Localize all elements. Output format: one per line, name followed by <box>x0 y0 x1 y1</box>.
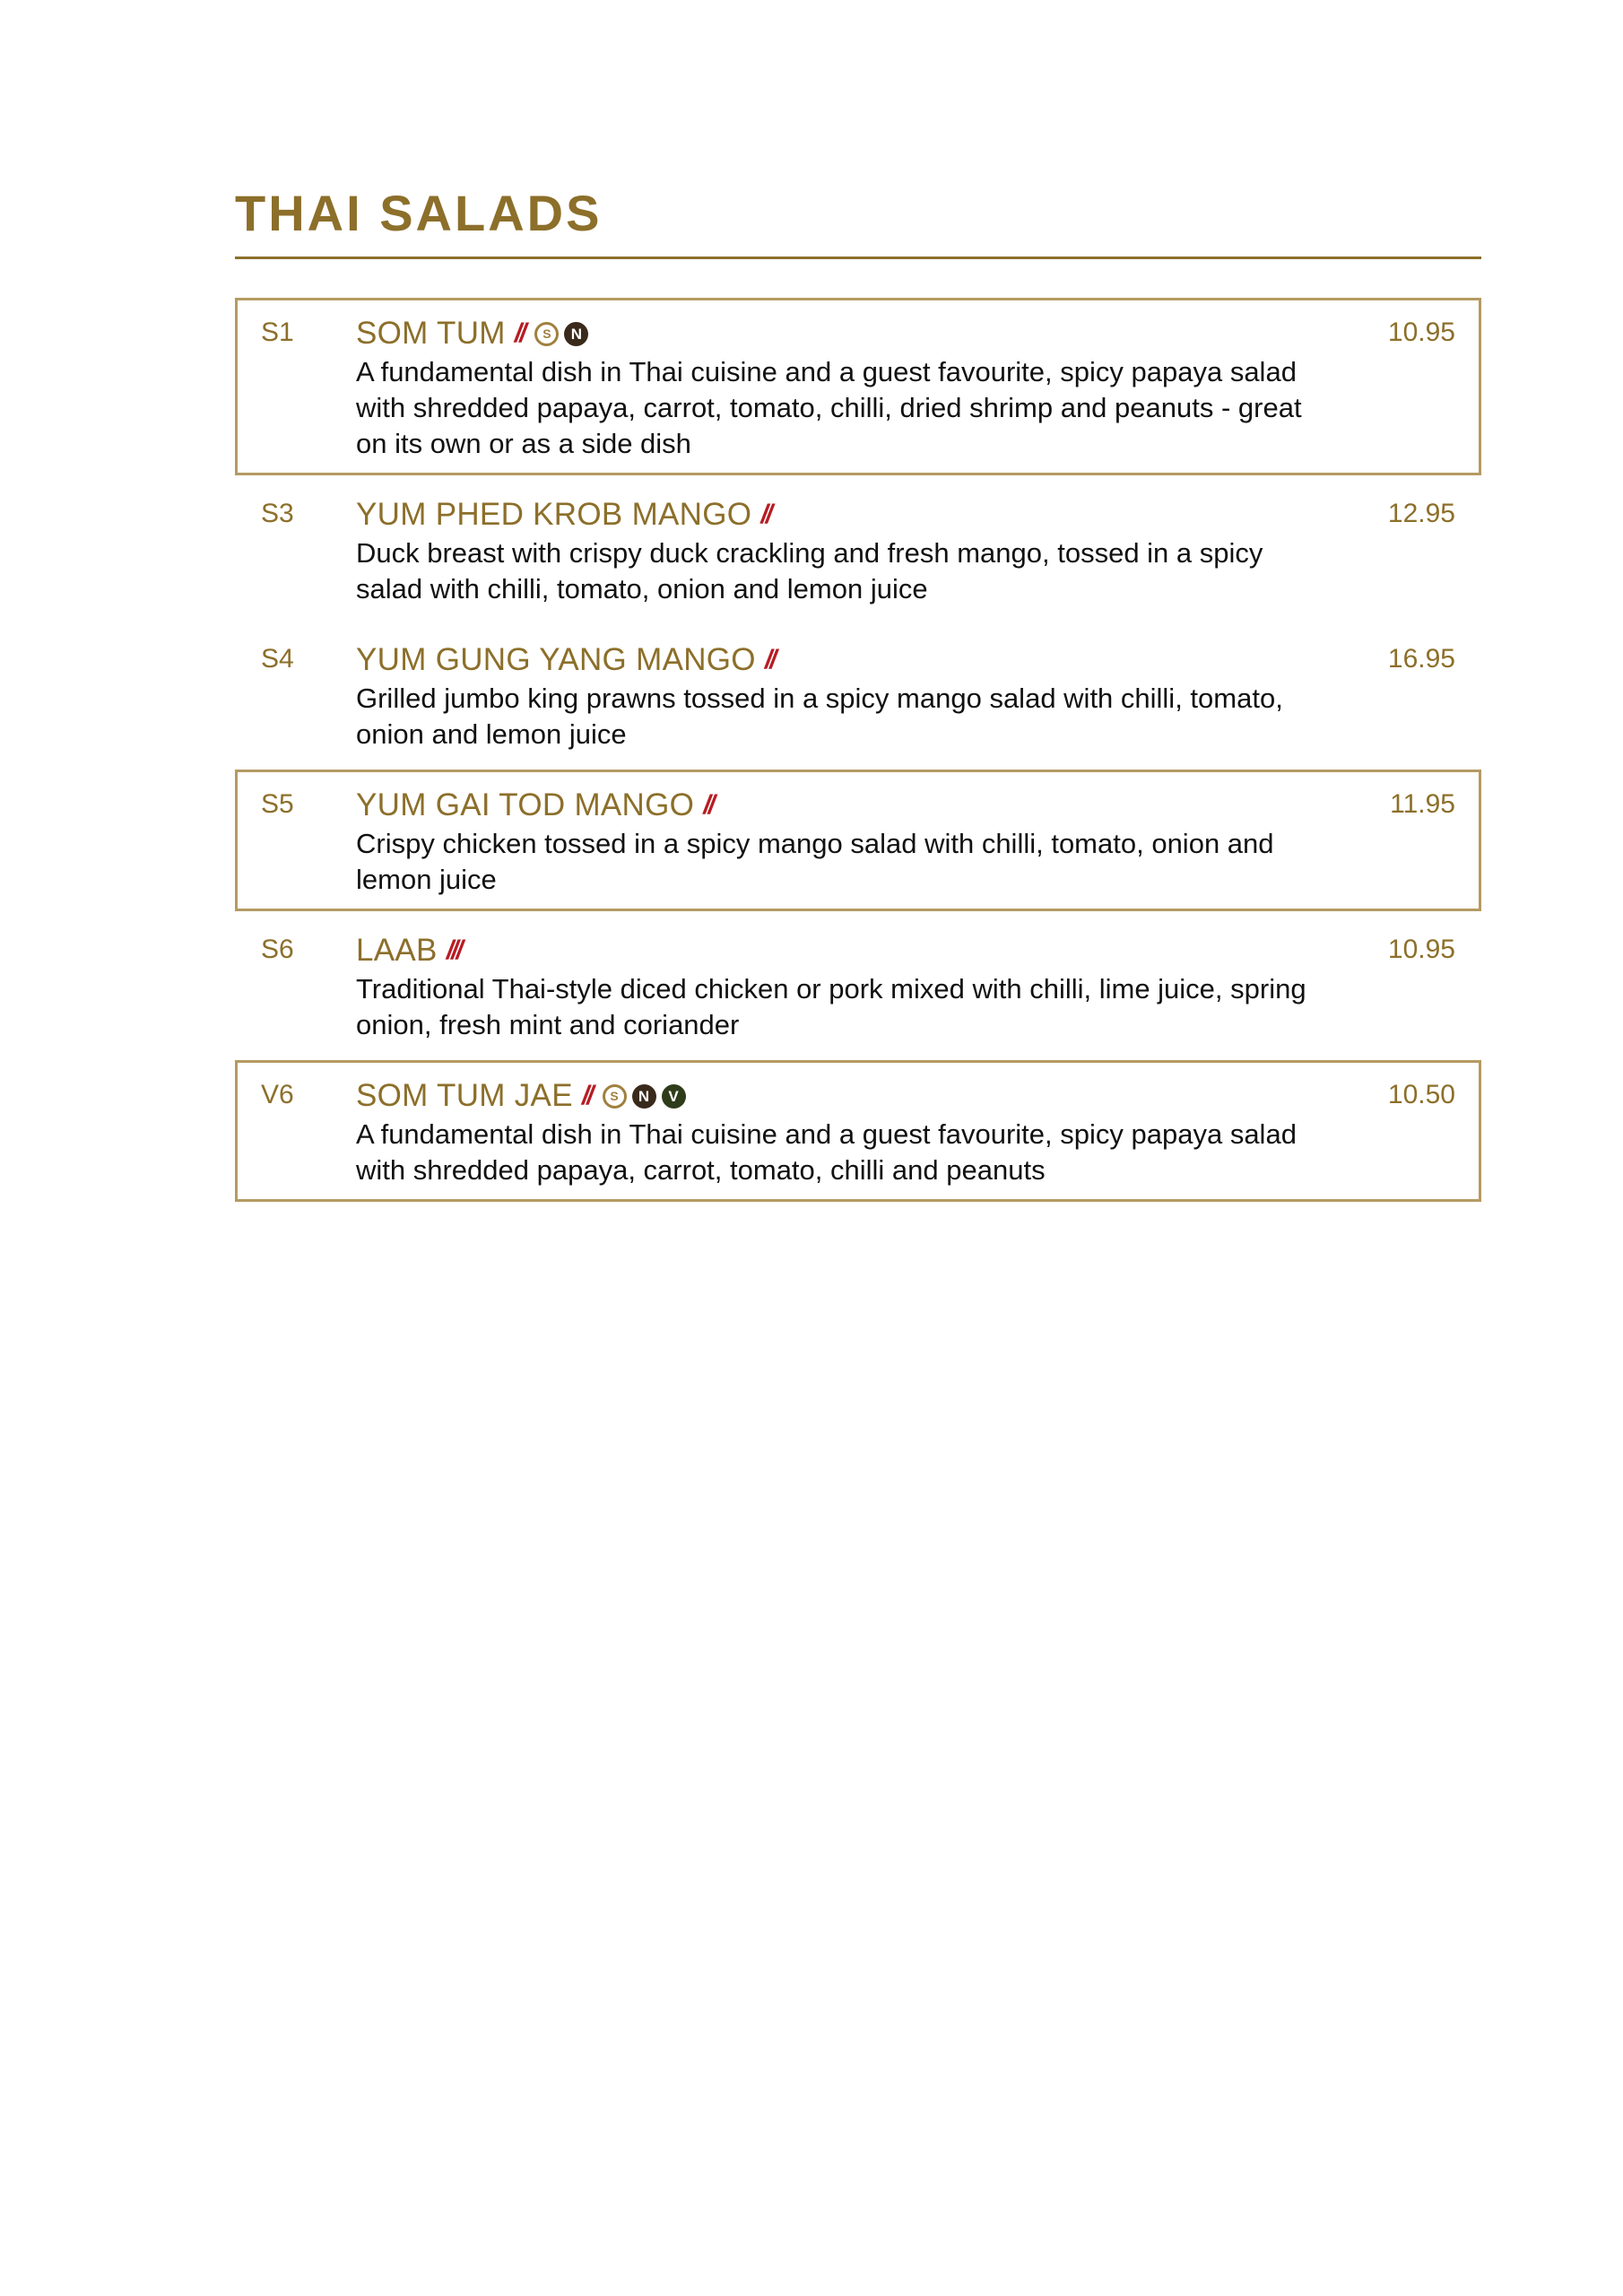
item-description: Crispy chicken tossed in a spicy mango salad with chilli, tomato, onion and lemon juice <box>356 828 1274 895</box>
item-code: V6 <box>261 1080 294 1109</box>
item-name: LAAB <box>356 933 438 968</box>
item-description: Grilled jumbo king prawns tossed in a spicy mango salad with chilli, tomato, onion and lemon juice <box>356 683 1283 750</box>
dietary-icons <box>703 792 718 819</box>
dietary-icons <box>515 320 589 347</box>
menu-item-s4 <box>235 624 1481 766</box>
dietary-icons <box>760 501 776 528</box>
item-name-row <box>356 787 1321 824</box>
nuts-icon: N <box>564 322 588 346</box>
item-description: Traditional Thai-style diced chicken or pork mixed with chilli, lime juice, spring onion, fresh mint and coriander <box>356 973 1306 1040</box>
dietary-icons <box>447 937 466 964</box>
item-name-row <box>356 1077 1321 1115</box>
dietary-icons <box>582 1083 686 1109</box>
item-price: 16.95 <box>1387 644 1455 674</box>
item-code: S4 <box>261 644 294 674</box>
item-price: 11.95 <box>1390 789 1455 819</box>
menu-item-s5 <box>235 770 1481 911</box>
chilli-icon: // <box>703 790 713 820</box>
item-description: Duck breast with crispy duck crackling and fresh mango, tossed in a spicy salad with chilli, tomato, onion and lemon juice <box>356 537 1263 604</box>
item-name-row <box>356 496 1321 534</box>
item-name: YUM GUNG YANG MANGO <box>356 642 756 677</box>
menu-item-s1 <box>235 298 1481 475</box>
shellfish-icon: S <box>603 1084 627 1109</box>
menu-list <box>235 298 1481 1202</box>
item-name: SOM TUM <box>356 316 506 351</box>
item-body <box>356 315 1357 462</box>
item-body <box>356 496 1357 607</box>
item-code: S1 <box>261 317 294 347</box>
nuts-icon: N <box>632 1084 656 1109</box>
item-price: 10.95 <box>1387 317 1455 347</box>
item-price: 10.50 <box>1387 1080 1455 1109</box>
vegetarian-icon: V <box>662 1084 686 1109</box>
item-name-row <box>356 641 1321 679</box>
item-name-row <box>356 315 1321 352</box>
item-body <box>356 787 1357 898</box>
item-description: A fundamental dish in Thai cuisine and a guest favourite, spicy papaya salad with shredded papaya, carrot, tomato, chilli and peanuts <box>356 1118 1297 1186</box>
item-name-row <box>356 932 1321 970</box>
item-code: S6 <box>261 935 294 964</box>
item-body <box>356 1077 1357 1188</box>
chilli-icon: // <box>760 500 770 529</box>
chilli-icon: /// <box>446 935 461 965</box>
menu-item-s6 <box>235 915 1481 1057</box>
item-code: S3 <box>261 499 294 528</box>
chilli-icon: // <box>581 1081 592 1110</box>
item-name: SOM TUM JAE <box>356 1078 573 1113</box>
item-name: YUM PHED KROB MANGO <box>356 497 752 532</box>
item-body <box>356 932 1357 1043</box>
item-price: 10.95 <box>1387 935 1455 964</box>
title-divider <box>235 257 1481 259</box>
item-code: S5 <box>261 789 294 819</box>
shellfish-icon: S <box>534 322 559 346</box>
chilli-icon: // <box>764 645 775 674</box>
chilli-icon: // <box>514 318 525 348</box>
item-description: A fundamental dish in Thai cuisine and a guest favourite, spicy papaya salad with shredded papaya, carrot, tomato, chilli, dried shrimp and peanuts - great on its own or as a side dish <box>356 356 1302 459</box>
menu-item-s3 <box>235 479 1481 621</box>
section-title: THAI SALADS <box>235 185 603 241</box>
dietary-icons <box>765 647 780 674</box>
menu-item-v6 <box>235 1060 1481 1202</box>
item-name: YUM GAI TOD MANGO <box>356 787 695 822</box>
item-price: 12.95 <box>1387 499 1455 528</box>
item-body <box>356 641 1357 752</box>
